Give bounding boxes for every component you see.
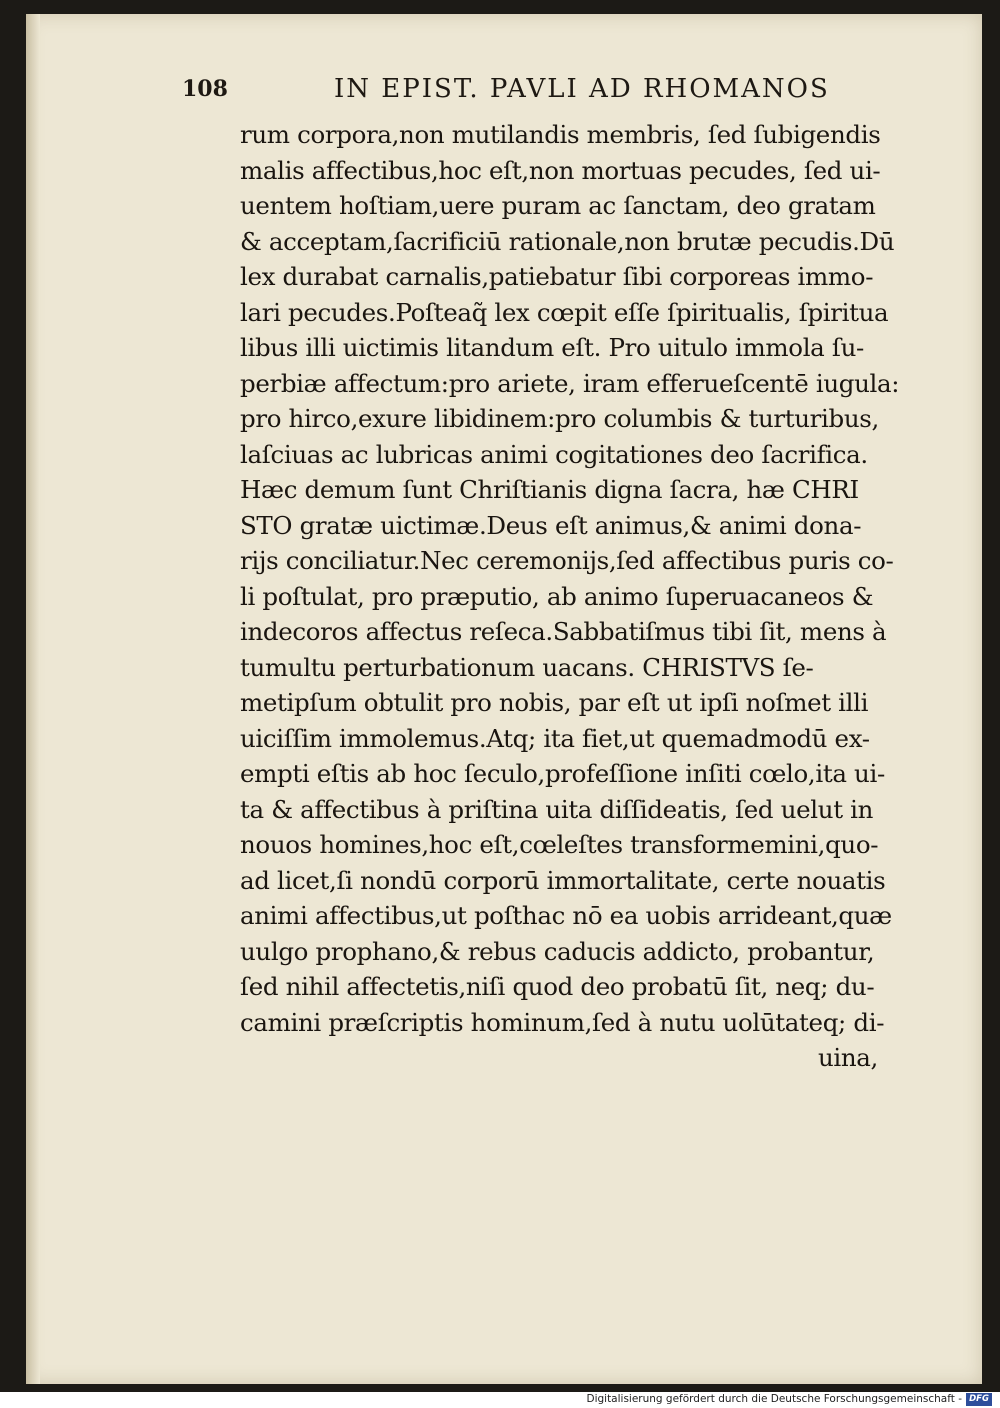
text-line: ta & affectibus à priſtina uita diſſideatis, ſed uelut in [240, 794, 874, 824]
catchword: uina, [817, 1043, 878, 1072]
footer-bar [0, 1392, 1000, 1408]
text-line: ſed nihil affectetis,niſi quod deo probatū ſit, neq; du- [240, 972, 875, 1001]
text-line: lex durabat carnalis,patiebatur ſibi corporeas immo- [240, 262, 874, 291]
dfg-logo-icon: DFG [966, 1393, 992, 1406]
text-line: laſciuas ac lubricas animi cogitationes deo ſacrifica. [240, 439, 868, 469]
text-line: uentem hoſtiam,uere puram ac ſanctam, deo gratam [240, 191, 876, 220]
text-line: rijs conciliatur.Nec ceremonijs,ſed affectibus puris co- [240, 546, 894, 575]
text-line: indecoros affectus reſeca.Sabbatiſmus tibi ſit, mens à [240, 617, 887, 646]
text-line: uiciſſim immolemus.Atq; ita fiet,ut quemadmodū ex- [240, 723, 870, 753]
text-line: libus illi uictimis litandum eſt. Pro uitulo immola ſu- [240, 333, 864, 362]
page-gutter-edge [26, 14, 40, 1384]
body-text [240, 117, 900, 1076]
text-line: empti eſtis ab hoc ſeculo,profeſſione inſiti cœlo,ita ui- [240, 759, 885, 788]
text-line: metipſum obtulit pro nobis, par eſt ut ipſi noſmet illi [240, 688, 869, 717]
text-line: perbiæ affectum:pro ariete, iram efferueſcentē iugula: [240, 368, 900, 398]
text-line: rum corpora,non mutilandis membris, ſed ſubigendis [240, 120, 881, 149]
text-line: uulgo prophano,& rebus caducis addicto, probantur, [240, 936, 875, 966]
running-head-title: IN EPIST. PAVLI AD RHOMANOS [334, 74, 830, 104]
text-line: nouos homines,hoc eſt,cœleſtes transformemini,quo- [240, 830, 879, 859]
page-number: 108 [182, 76, 228, 102]
text-line: malis affectibus,hoc eſt,non mortuas pecudes, ſed ui- [240, 155, 881, 185]
text-line: STO gratæ uictimæ.Deus eſt animus,& animi dona- [240, 510, 862, 540]
text-line: lari pecudes.Poſteaq̃ lex cœpit eſſe ſpiritualis, ſpiritua [240, 297, 889, 327]
text-line: camini præſcriptis hominum,ſed à nutu uolūtateq; di- [240, 1007, 885, 1037]
footer-credit: Digitalisierung gefördert durch die Deutsche Forschungsgemeinschaft - [586, 1393, 962, 1405]
text-line: Hæc demum ſunt Chriſtianis digna ſacra, hæ CHRI [240, 475, 859, 504]
text-line: li poſtulat, pro præputio, ab animo ſuperuacaneos & [240, 581, 874, 611]
text-line: ad licet,ſi nondū corporū immortalitate, certe nouatis [240, 865, 886, 895]
text-line: animi affectibus,ut poſthac nō ea uobis arrideant,quæ [240, 901, 892, 930]
text-line: & acceptam,ſacrificiū rationale,non brutæ pecudis.Dū [240, 226, 895, 256]
text-line: tumultu perturbationum uacans. CHRISTVS ſe- [240, 652, 814, 682]
text-line: pro hirco,exure libidinem:pro columbis & turturibus, [240, 404, 879, 433]
